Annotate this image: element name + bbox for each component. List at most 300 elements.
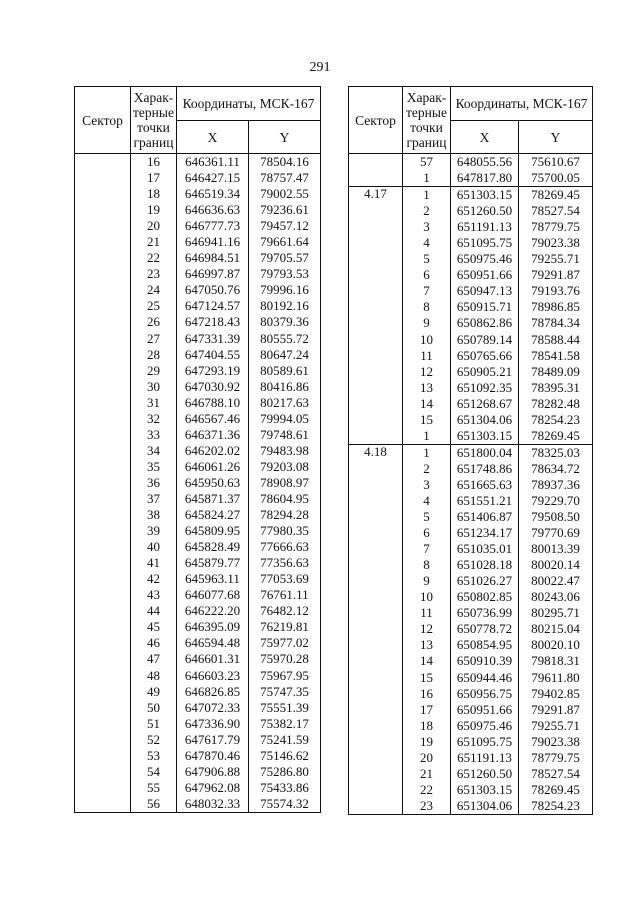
sector-cell xyxy=(75,748,131,764)
point-number-cell: 21 xyxy=(131,234,177,250)
table-row xyxy=(349,315,593,331)
table-row xyxy=(349,477,593,493)
y-coordinate-cell: 80020.14 xyxy=(519,557,593,573)
point-number-cell: 1 xyxy=(403,170,451,187)
x-coordinate-cell: 650765.66 xyxy=(451,348,519,364)
y-coordinate-cell: 79661.64 xyxy=(249,234,321,250)
table-row xyxy=(75,700,321,716)
sector-cell xyxy=(349,283,403,299)
sector-cell xyxy=(75,218,131,234)
y-coordinate-cell: 75700.05 xyxy=(519,170,593,187)
y-coordinate-cell: 78588.44 xyxy=(519,332,593,348)
point-number-cell: 14 xyxy=(403,396,451,412)
x-coordinate-cell: 647336.90 xyxy=(177,716,249,732)
table-row xyxy=(75,379,321,395)
y-coordinate-cell: 77666.63 xyxy=(249,539,321,555)
point-number-cell: 28 xyxy=(131,347,177,363)
x-coordinate-cell: 650915.71 xyxy=(451,299,519,315)
sector-cell xyxy=(349,573,403,589)
point-number-cell: 49 xyxy=(131,684,177,700)
x-coordinate-cell: 646202.02 xyxy=(177,443,249,459)
point-number-cell: 11 xyxy=(403,605,451,621)
point-number-cell: 19 xyxy=(403,734,451,750)
sector-cell xyxy=(349,170,403,187)
sector-cell xyxy=(75,700,131,716)
y-coordinate-cell: 80647.24 xyxy=(249,347,321,363)
point-number-cell: 18 xyxy=(131,186,177,202)
x-coordinate-cell: 646222.20 xyxy=(177,603,249,619)
point-number-cell: 57 xyxy=(403,154,451,171)
table-row xyxy=(75,523,321,539)
point-number-cell: 1 xyxy=(403,444,451,461)
table-row xyxy=(349,621,593,637)
table-row xyxy=(75,202,321,218)
y-coordinate-cell: 79229.70 xyxy=(519,493,593,509)
point-number-cell: 45 xyxy=(131,619,177,635)
y-coordinate-cell: 79193.76 xyxy=(519,283,593,299)
x-coordinate-cell: 650736.99 xyxy=(451,605,519,621)
sector-cell xyxy=(349,541,403,557)
x-coordinate-cell: 651191.13 xyxy=(451,219,519,235)
point-number-cell: 13 xyxy=(403,637,451,653)
sector-cell xyxy=(75,587,131,603)
sector-cell xyxy=(349,557,403,573)
table-row xyxy=(75,411,321,427)
table-row xyxy=(349,219,593,235)
table-row xyxy=(349,686,593,702)
table-row xyxy=(75,732,321,748)
table-row xyxy=(349,267,593,283)
x-coordinate-cell: 647404.55 xyxy=(177,347,249,363)
table-row xyxy=(75,555,321,571)
point-number-cell: 19 xyxy=(131,202,177,218)
header-sector: Сектор xyxy=(75,87,131,154)
sector-cell xyxy=(349,461,403,477)
table-row xyxy=(75,218,321,234)
point-number-cell: 26 xyxy=(131,314,177,330)
point-number-cell: 30 xyxy=(131,379,177,395)
sector-cell xyxy=(75,571,131,587)
sector-cell xyxy=(349,509,403,525)
y-coordinate-cell: 75286.80 xyxy=(249,764,321,780)
point-number-cell: 14 xyxy=(403,653,451,669)
y-coordinate-cell: 77356.63 xyxy=(249,555,321,571)
sector-cell xyxy=(75,491,131,507)
table-row xyxy=(349,332,593,348)
header-x: X xyxy=(177,121,249,154)
y-coordinate-cell: 79023.38 xyxy=(519,235,593,251)
sector-cell xyxy=(75,619,131,635)
y-coordinate-cell: 79002.55 xyxy=(249,186,321,202)
sector-cell xyxy=(349,670,403,686)
y-coordinate-cell: 79236.61 xyxy=(249,202,321,218)
table-row xyxy=(349,766,593,782)
table-row xyxy=(349,734,593,750)
x-coordinate-cell: 651800.04 xyxy=(451,444,519,461)
sector-cell xyxy=(75,186,131,202)
y-coordinate-cell: 75574.32 xyxy=(249,796,321,813)
x-coordinate-cell: 646061.26 xyxy=(177,459,249,475)
y-coordinate-cell: 78986.85 xyxy=(519,299,593,315)
y-coordinate-cell: 76219.81 xyxy=(249,619,321,635)
point-number-cell: 20 xyxy=(131,218,177,234)
sector-cell xyxy=(349,219,403,235)
y-coordinate-cell: 80243.06 xyxy=(519,589,593,605)
y-coordinate-cell: 78254.23 xyxy=(519,798,593,815)
x-coordinate-cell: 648032.33 xyxy=(177,796,249,813)
sector-cell xyxy=(75,555,131,571)
sector-cell xyxy=(349,428,403,445)
sector-cell xyxy=(349,315,403,331)
y-coordinate-cell: 80215.04 xyxy=(519,621,593,637)
x-coordinate-cell: 651234.17 xyxy=(451,525,519,541)
x-coordinate-cell: 651748.86 xyxy=(451,461,519,477)
x-coordinate-cell: 647050.76 xyxy=(177,282,249,298)
x-coordinate-cell: 650956.75 xyxy=(451,686,519,702)
y-coordinate-cell: 80589.61 xyxy=(249,363,321,379)
y-coordinate-cell: 78779.75 xyxy=(519,750,593,766)
y-coordinate-cell: 79023.38 xyxy=(519,734,593,750)
y-coordinate-cell: 79508.50 xyxy=(519,509,593,525)
point-number-cell: 7 xyxy=(403,283,451,299)
sector-cell xyxy=(349,702,403,718)
x-coordinate-cell: 646788.10 xyxy=(177,395,249,411)
table-row xyxy=(349,573,593,589)
sector-cell xyxy=(349,798,403,815)
sector-cell xyxy=(75,314,131,330)
y-coordinate-cell: 79255.71 xyxy=(519,251,593,267)
table-row xyxy=(349,461,593,477)
y-coordinate-cell: 79291.87 xyxy=(519,702,593,718)
point-number-cell: 16 xyxy=(403,686,451,702)
y-coordinate-cell: 79793.53 xyxy=(249,266,321,282)
x-coordinate-cell: 650951.66 xyxy=(451,702,519,718)
sector-cell xyxy=(75,379,131,395)
point-number-cell: 3 xyxy=(403,477,451,493)
point-number-cell: 29 xyxy=(131,363,177,379)
point-number-cell: 10 xyxy=(403,589,451,605)
x-coordinate-cell: 650951.66 xyxy=(451,267,519,283)
sector-cell xyxy=(349,750,403,766)
x-coordinate-cell: 645879.77 xyxy=(177,555,249,571)
table-row xyxy=(349,589,593,605)
x-coordinate-cell: 648055.56 xyxy=(451,154,519,171)
table-row xyxy=(75,266,321,282)
y-coordinate-cell: 75970.28 xyxy=(249,651,321,667)
sector-cell xyxy=(349,412,403,428)
sector-cell: 4.17 xyxy=(349,187,403,204)
table-row xyxy=(75,571,321,587)
point-number-cell: 52 xyxy=(131,732,177,748)
sector-cell xyxy=(75,411,131,427)
x-coordinate-cell: 645963.11 xyxy=(177,571,249,587)
point-number-cell: 32 xyxy=(131,411,177,427)
sector-cell xyxy=(349,235,403,251)
sector-cell xyxy=(75,298,131,314)
x-coordinate-cell: 650905.21 xyxy=(451,364,519,380)
x-coordinate-cell: 646601.31 xyxy=(177,651,249,667)
point-number-cell: 56 xyxy=(131,796,177,813)
page-number: 291 xyxy=(309,60,331,75)
table-row xyxy=(349,798,593,815)
table-row xyxy=(349,653,593,669)
y-coordinate-cell: 78294.28 xyxy=(249,507,321,523)
table-row xyxy=(75,347,321,363)
sector-cell xyxy=(349,251,403,267)
sector-cell xyxy=(75,684,131,700)
point-number-cell: 16 xyxy=(131,154,177,171)
table-row xyxy=(75,331,321,347)
sector-cell xyxy=(349,525,403,541)
point-number-cell: 7 xyxy=(403,541,451,557)
y-coordinate-cell: 80295.71 xyxy=(519,605,593,621)
point-number-cell: 46 xyxy=(131,635,177,651)
table-row xyxy=(75,651,321,667)
point-number-cell: 51 xyxy=(131,716,177,732)
point-number-cell: 1 xyxy=(403,428,451,445)
point-number-cell: 6 xyxy=(403,525,451,541)
x-coordinate-cell: 651406.87 xyxy=(451,509,519,525)
point-number-cell: 21 xyxy=(403,766,451,782)
table-row xyxy=(349,541,593,557)
point-number-cell: 42 xyxy=(131,571,177,587)
x-coordinate-cell: 645809.95 xyxy=(177,523,249,539)
x-coordinate-cell: 651551.21 xyxy=(451,493,519,509)
table-row xyxy=(349,525,593,541)
x-coordinate-cell: 647817.80 xyxy=(451,170,519,187)
header-y: Y xyxy=(519,121,593,154)
sector-cell xyxy=(349,686,403,702)
y-coordinate-cell: 78779.75 xyxy=(519,219,593,235)
table-row xyxy=(75,748,321,764)
x-coordinate-cell: 651304.06 xyxy=(451,412,519,428)
x-coordinate-cell: 646941.16 xyxy=(177,234,249,250)
x-coordinate-cell: 646567.46 xyxy=(177,411,249,427)
y-coordinate-cell: 75241.59 xyxy=(249,732,321,748)
table-row xyxy=(349,782,593,798)
x-coordinate-cell: 646984.51 xyxy=(177,250,249,266)
sector-cell xyxy=(75,507,131,523)
table-row xyxy=(75,780,321,796)
table-row xyxy=(349,154,593,171)
point-number-cell: 55 xyxy=(131,780,177,796)
y-coordinate-cell: 78757.47 xyxy=(249,170,321,186)
table-row xyxy=(75,250,321,266)
y-coordinate-cell: 78395.31 xyxy=(519,380,593,396)
x-coordinate-cell: 646395.09 xyxy=(177,619,249,635)
sector-cell xyxy=(349,782,403,798)
y-coordinate-cell: 79291.87 xyxy=(519,267,593,283)
sector-cell xyxy=(349,621,403,637)
table-row xyxy=(75,475,321,491)
table-row xyxy=(349,557,593,573)
sector-cell xyxy=(349,380,403,396)
point-number-cell: 17 xyxy=(403,702,451,718)
y-coordinate-cell: 79255.71 xyxy=(519,718,593,734)
table-row xyxy=(75,635,321,651)
x-coordinate-cell: 650862.86 xyxy=(451,315,519,331)
point-number-cell: 37 xyxy=(131,491,177,507)
x-coordinate-cell: 646077.68 xyxy=(177,587,249,603)
y-coordinate-cell: 75967.95 xyxy=(249,668,321,684)
table-row xyxy=(349,637,593,653)
point-number-cell: 8 xyxy=(403,299,451,315)
x-coordinate-cell: 647218.43 xyxy=(177,314,249,330)
table-row xyxy=(75,427,321,443)
y-coordinate-cell: 78489.09 xyxy=(519,364,593,380)
table-row xyxy=(349,493,593,509)
sector-cell xyxy=(349,589,403,605)
x-coordinate-cell: 651035.01 xyxy=(451,541,519,557)
table-row xyxy=(75,395,321,411)
table-row xyxy=(75,459,321,475)
y-coordinate-cell: 75382.17 xyxy=(249,716,321,732)
point-number-cell: 4 xyxy=(403,493,451,509)
y-coordinate-cell: 75146.62 xyxy=(249,748,321,764)
x-coordinate-cell: 651665.63 xyxy=(451,477,519,493)
x-coordinate-cell: 651028.18 xyxy=(451,557,519,573)
sector-cell xyxy=(75,635,131,651)
x-coordinate-cell: 646427.15 xyxy=(177,170,249,186)
table-row xyxy=(349,750,593,766)
x-coordinate-cell: 651303.15 xyxy=(451,187,519,204)
x-coordinate-cell: 646636.63 xyxy=(177,202,249,218)
sector-cell xyxy=(75,651,131,667)
x-coordinate-cell: 651026.27 xyxy=(451,573,519,589)
y-coordinate-cell: 78908.97 xyxy=(249,475,321,491)
y-coordinate-cell: 80379.36 xyxy=(249,314,321,330)
point-number-cell: 44 xyxy=(131,603,177,619)
table-row xyxy=(75,587,321,603)
table-row xyxy=(75,491,321,507)
y-coordinate-cell: 78527.54 xyxy=(519,766,593,782)
y-coordinate-cell: 76482.12 xyxy=(249,603,321,619)
y-coordinate-cell: 80022.47 xyxy=(519,573,593,589)
coordinates-table-right xyxy=(348,86,593,815)
x-coordinate-cell: 650789.14 xyxy=(451,332,519,348)
table-row xyxy=(349,509,593,525)
point-number-cell: 1 xyxy=(403,187,451,204)
x-coordinate-cell: 651303.15 xyxy=(451,428,519,445)
point-number-cell: 17 xyxy=(131,170,177,186)
y-coordinate-cell: 78269.45 xyxy=(519,187,593,204)
x-coordinate-cell: 650944.46 xyxy=(451,670,519,686)
sector-cell xyxy=(75,266,131,282)
x-coordinate-cell: 650854.95 xyxy=(451,637,519,653)
table-row xyxy=(75,170,321,186)
x-coordinate-cell: 651092.35 xyxy=(451,380,519,396)
point-number-cell: 22 xyxy=(403,782,451,798)
x-coordinate-cell: 645824.27 xyxy=(177,507,249,523)
y-coordinate-cell: 78282.48 xyxy=(519,396,593,412)
x-coordinate-cell: 647072.33 xyxy=(177,700,249,716)
sector-cell xyxy=(75,764,131,780)
point-number-cell: 12 xyxy=(403,621,451,637)
sector-cell xyxy=(349,364,403,380)
point-number-cell: 15 xyxy=(403,670,451,686)
y-coordinate-cell: 75747.35 xyxy=(249,684,321,700)
y-coordinate-cell: 78254.23 xyxy=(519,412,593,428)
header-point-type: Харак-терные точки границ xyxy=(403,87,451,154)
table-row xyxy=(75,716,321,732)
table-row xyxy=(75,282,321,298)
x-coordinate-cell: 647962.08 xyxy=(177,780,249,796)
x-coordinate-cell: 646371.36 xyxy=(177,427,249,443)
x-coordinate-cell: 647617.79 xyxy=(177,732,249,748)
y-coordinate-cell: 80020.10 xyxy=(519,637,593,653)
y-coordinate-cell: 79402.85 xyxy=(519,686,593,702)
table-row xyxy=(349,187,593,204)
table-row xyxy=(349,670,593,686)
y-coordinate-cell: 79705.57 xyxy=(249,250,321,266)
y-coordinate-cell: 80217.63 xyxy=(249,395,321,411)
y-coordinate-cell: 79818.31 xyxy=(519,653,593,669)
x-coordinate-cell: 650802.85 xyxy=(451,589,519,605)
table-row xyxy=(75,603,321,619)
point-number-cell: 43 xyxy=(131,587,177,603)
y-coordinate-cell: 78541.58 xyxy=(519,348,593,364)
table-row xyxy=(349,380,593,396)
y-coordinate-cell: 79748.61 xyxy=(249,427,321,443)
point-number-cell: 9 xyxy=(403,315,451,331)
point-number-cell: 5 xyxy=(403,509,451,525)
x-coordinate-cell: 647906.88 xyxy=(177,764,249,780)
y-coordinate-cell: 79611.80 xyxy=(519,670,593,686)
x-coordinate-cell: 651260.50 xyxy=(451,766,519,782)
table-row xyxy=(75,314,321,330)
point-number-cell: 39 xyxy=(131,523,177,539)
point-number-cell: 40 xyxy=(131,539,177,555)
sector-cell xyxy=(75,780,131,796)
x-coordinate-cell: 651304.06 xyxy=(451,798,519,815)
y-coordinate-cell: 75433.86 xyxy=(249,780,321,796)
x-coordinate-cell: 646997.87 xyxy=(177,266,249,282)
sector-cell xyxy=(75,796,131,813)
x-coordinate-cell: 650975.46 xyxy=(451,718,519,734)
y-coordinate-cell: 78269.45 xyxy=(519,782,593,798)
sector-cell xyxy=(349,396,403,412)
y-coordinate-cell: 80555.72 xyxy=(249,331,321,347)
x-coordinate-cell: 650947.13 xyxy=(451,283,519,299)
x-coordinate-cell: 646777.73 xyxy=(177,218,249,234)
point-number-cell: 31 xyxy=(131,395,177,411)
y-coordinate-cell: 79457.12 xyxy=(249,218,321,234)
table-row xyxy=(75,796,321,813)
y-coordinate-cell: 80013.39 xyxy=(519,541,593,557)
point-number-cell: 6 xyxy=(403,267,451,283)
table-row xyxy=(75,443,321,459)
y-coordinate-cell: 78634.72 xyxy=(519,461,593,477)
point-number-cell: 15 xyxy=(403,412,451,428)
table-row xyxy=(75,154,321,171)
sector-cell xyxy=(349,299,403,315)
y-coordinate-cell: 80416.86 xyxy=(249,379,321,395)
table-row xyxy=(75,298,321,314)
point-number-cell: 22 xyxy=(131,250,177,266)
table-row xyxy=(349,348,593,364)
y-coordinate-cell: 77980.35 xyxy=(249,523,321,539)
x-coordinate-cell: 650975.46 xyxy=(451,251,519,267)
sector-cell xyxy=(75,282,131,298)
x-coordinate-cell: 645950.63 xyxy=(177,475,249,491)
y-coordinate-cell: 75551.39 xyxy=(249,700,321,716)
table-row xyxy=(349,702,593,718)
x-coordinate-cell: 647870.46 xyxy=(177,748,249,764)
x-coordinate-cell: 651095.75 xyxy=(451,235,519,251)
x-coordinate-cell: 647124.57 xyxy=(177,298,249,314)
point-number-cell: 34 xyxy=(131,443,177,459)
y-coordinate-cell: 80192.16 xyxy=(249,298,321,314)
